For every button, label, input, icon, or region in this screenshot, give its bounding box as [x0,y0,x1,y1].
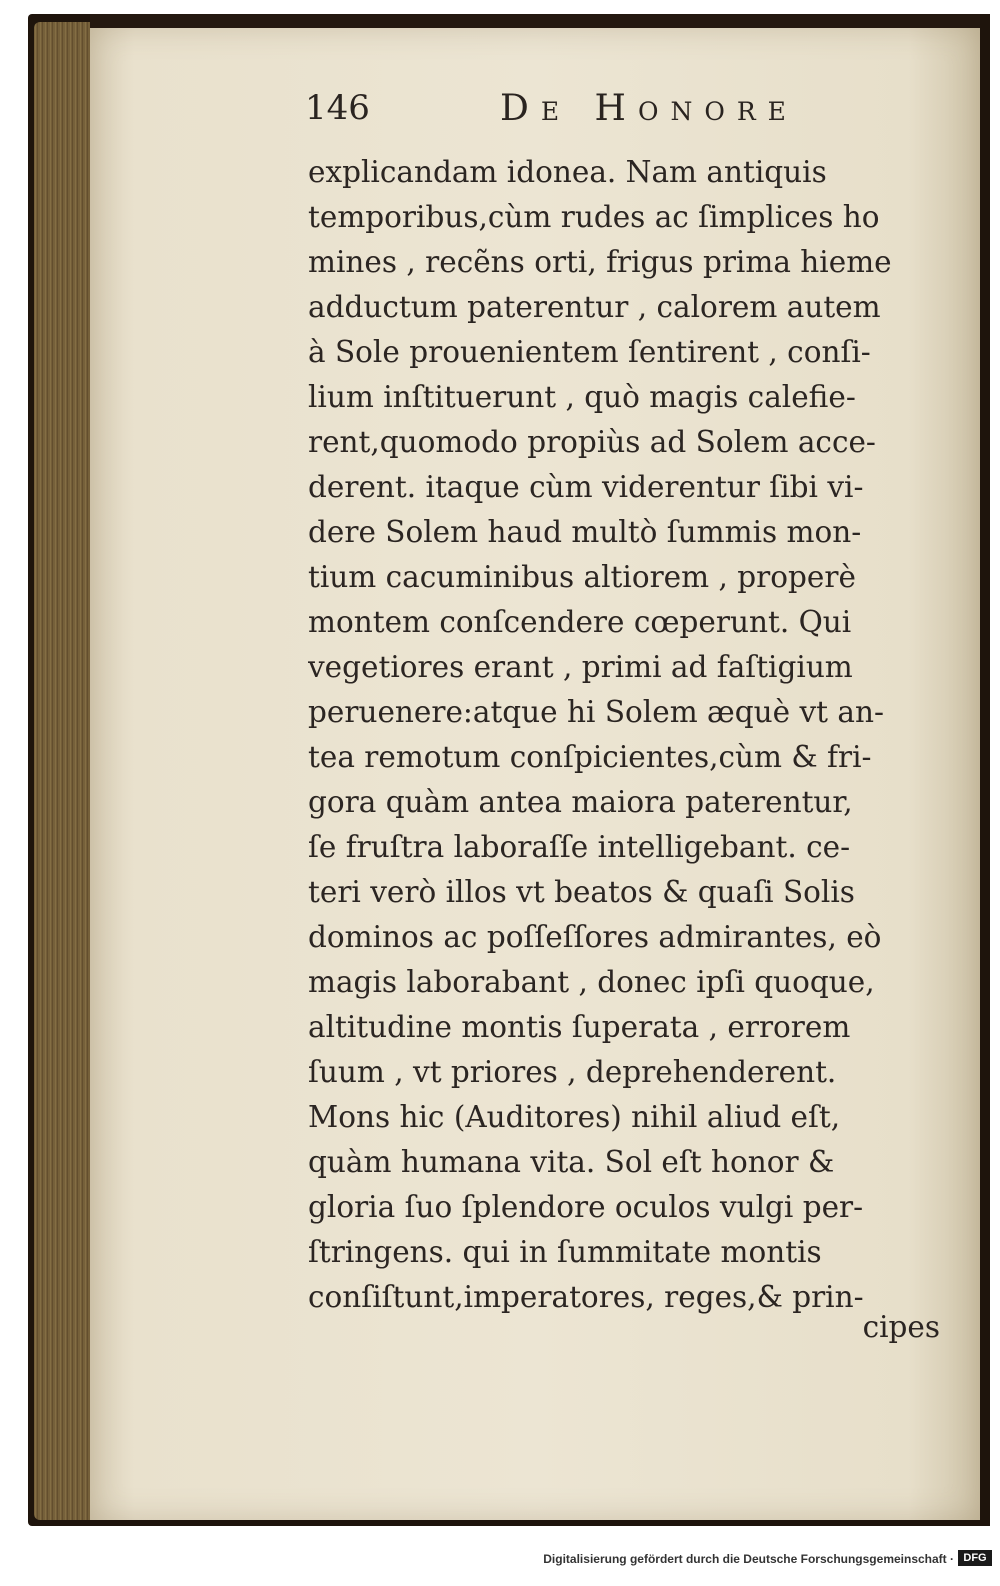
text-line: mines , recẽns orti, frigus prima hieme [308,245,892,279]
text-line: dere Solem haud multò ſummis mon- [308,515,862,549]
funding-credit: Digitalisierung gefördert durch die Deutsche Forschungsgemeinschaft · [543,1552,954,1566]
text-line: adductum paterentur , calorem autem [308,290,881,324]
text-line: tea remotum conſpicientes,cùm & fri- [308,740,872,774]
text-line: ſe fruſtra laboraſſe intelligebant. ce- [308,830,851,864]
text-line: Mons hic (Auditores) nihil aliud eſt, [308,1100,841,1134]
text-line: à Sole prouenientem ſentirent , conſi- [308,335,871,369]
page-number: 146 [305,88,370,128]
text-line: dominos ac poſſeſſores admirantes, eò [308,920,882,954]
text-line: rent,quomodo propiùs ad Solem acce- [308,425,876,459]
text-line: peruenere:atque hi Solem æquè vt an- [308,695,884,729]
top-shadow [90,14,980,28]
page-edges [34,22,94,1520]
text-line: gloria ſuo ſplendore oculos vulgi per- [308,1190,864,1224]
text-line: explicandam idonea. Nam antiquis [308,155,827,189]
text-block [308,150,940,1320]
text-line: conſiſtunt,imperatores, reges,& prin- [308,1280,864,1314]
text-line: teri verò illos vt beatos & quaſi Solis [308,875,855,909]
catchword: cipes [862,1310,940,1344]
text-line: lium inſtituerunt , quò magis calefie- [308,380,856,414]
text-line: gora quàm antea maiora paterentur, [308,785,853,819]
text-line: quàm humana vita. Sol eſt honor & [308,1145,835,1179]
text-line: temporibus,cùm rudes ac ſimplices ho [308,200,880,234]
text-line: altitudine montis ſuperata , errorem [308,1010,851,1044]
text-line: derent. itaque cùm viderentur ſibi vi- [308,470,864,504]
text-line: magis laborabant , donec ipſi quoque, [308,965,875,999]
dfg-logo: DFG [958,1550,992,1566]
text-line: vegetiores erant , primi ad faſtigium [308,650,853,684]
page-header [305,88,945,140]
running-title: De Honore [500,88,798,129]
text-line: ſuum , vt priores , deprehenderent. [308,1055,837,1089]
text-line: ſtringens. qui in ſummitate montis [308,1235,822,1269]
text-line: tium cacuminibus altiorem , properè [308,560,856,594]
text-line: montem conſcendere cœperunt. Qui [308,605,852,639]
